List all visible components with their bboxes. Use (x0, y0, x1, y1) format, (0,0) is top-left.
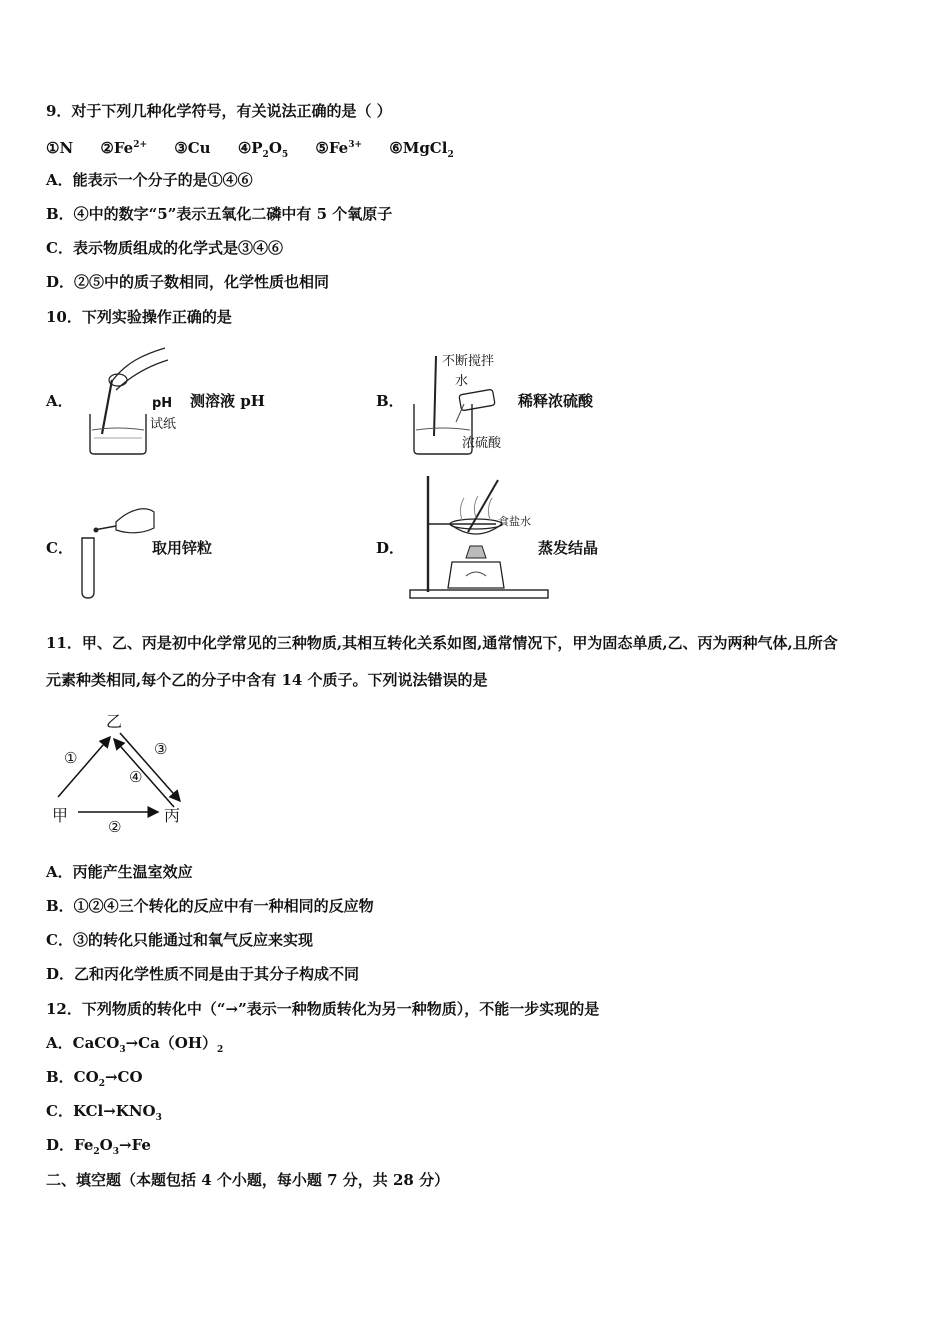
reaction-4-label: ④ (129, 768, 143, 786)
symbol-5: $⑤Fe^{3+}$ (315, 139, 363, 157)
q11-stem-line2: 元素种类相同,每个乙的分子中含有 14 个质子。下列说法错误的是 (46, 671, 488, 689)
q9-option-a: A．能表示一个分子的是①④⑥ (46, 171, 253, 189)
water-label: 水 (455, 374, 469, 389)
q10-b-text: 稀释浓硫酸 (518, 392, 594, 410)
symbol-4: $④P_2O_5$ (237, 139, 289, 160)
reaction-1-label: ① (64, 749, 78, 767)
symbol-6: ⑥MgCl$_2$ (389, 139, 454, 160)
salt-water-label: 食盐水 (498, 515, 531, 528)
arrow-3 (120, 733, 180, 801)
q10-b-letter: B． (376, 392, 404, 410)
q10-d-text: 蒸发结晶 (538, 539, 599, 557)
q12-option-d: D．$Fe_2O_3\to Fe$ (46, 1136, 151, 1157)
symbol-1: ①N (46, 139, 74, 157)
q9-option-d: D．②⑤中的质子数相同，化学性质也相同 (46, 273, 330, 291)
q12-option-b: B．$CO_2\to CO$ (46, 1068, 143, 1089)
symbol-3: ③Cu (174, 139, 211, 157)
symbol-2: $②Fe^{2+}$ (100, 139, 148, 157)
q11-option-c: C．③的转化只能通过和氧气反应来实现 (46, 931, 313, 949)
q12-stem: 12．下列物质的转化中（“→”表示一种物质转化为另一种物质），不能一步实现的是 (46, 1000, 600, 1018)
q10-stem: 10．下列实验操作正确的是 (46, 308, 232, 326)
q11-stem-line1: 11．甲、乙、丙是初中化学常见的三种物质,其相互转化关系如图,通常情况下，甲为固态单质,乙、丙为两种气体,且所含 (46, 634, 838, 652)
reaction-3-label: ③ (154, 740, 168, 758)
q10-d-letter: D． (376, 539, 405, 557)
ph-paper-label: 试纸 (150, 417, 177, 432)
q9-option-c: C．表示物质组成的化学式是③④⑥ (46, 239, 283, 257)
evaporation-illustration (406, 472, 551, 602)
section-2-header: 二、填空题（本题包括 4 个小题，每小题 7 分，共 28 分） (46, 1171, 450, 1189)
q11-option-b: B．①②④三个转化的反应中有一种相同的反应物 (46, 897, 374, 915)
q12-option-c: C．$KCl\to KNO_3$ (46, 1102, 162, 1123)
stir-label: 不断搅拌 (442, 354, 495, 369)
q10-a-letter: A． (46, 392, 73, 410)
q9-option-b: B．④中的数字“5”表示五氧化二磷中有 5 个氧原子 (46, 205, 393, 223)
q11-option-a: A．丙能产生温室效应 (46, 863, 193, 881)
reaction-2-label: ② (108, 818, 122, 836)
q12-option-a: A．$CaCO_3\to Ca(OH)_2$ (46, 1034, 224, 1055)
ph-label: pH (152, 396, 173, 411)
ph-test-illustration (80, 342, 190, 457)
q9-symbols (46, 135, 476, 165)
q11-option-d: D．乙和丙化学性质不同是由于其分子构成不同 (46, 965, 360, 983)
zinc-pellet-illustration (76, 500, 158, 600)
q10-c-text: 取用锌粒 (152, 539, 213, 557)
node-yi: 乙 (106, 712, 123, 731)
node-bing: 丙 (164, 806, 181, 825)
q10-c-letter: C． (46, 539, 73, 557)
q9-stem: 9．对于下列几种化学符号，有关说法正确的是（ ） (46, 102, 392, 120)
node-jia: 甲 (52, 806, 69, 825)
arrow-1 (58, 737, 110, 797)
acid-label: 浓硫酸 (462, 436, 502, 451)
q10-a-text: 测溶液 pH (190, 392, 265, 410)
